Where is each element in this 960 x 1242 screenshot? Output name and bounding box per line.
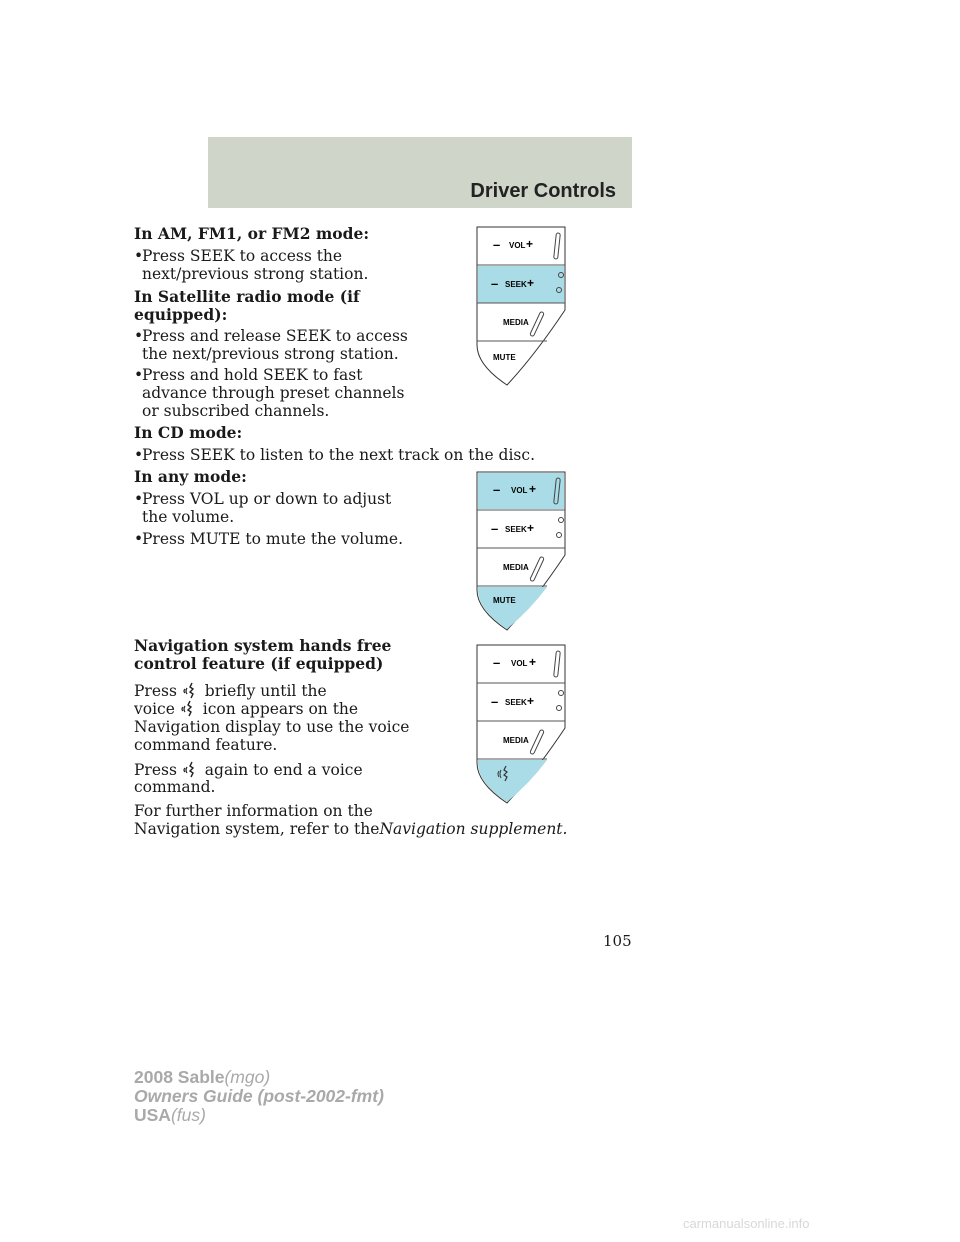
nav-paragraph-3-line-1: For further information on the [134, 802, 373, 820]
vol-plus: + [529, 655, 537, 669]
watermark: carmanualsonline.info [683, 1216, 810, 1231]
vol-label: VOL [511, 486, 528, 495]
satellite-heading-line-1: In Satellite radio mode (if [134, 287, 360, 306]
nav-text: Press [134, 682, 177, 700]
seek-minus: – [491, 276, 499, 291]
footer-region: USA [134, 1105, 171, 1125]
seek-plus: + [527, 276, 535, 290]
nav-paragraph-1-line-2 [134, 699, 358, 718]
any-bullet-1-line-1: Press VOL up or down to adjust [142, 490, 392, 508]
control-panel-figure-voice [475, 643, 567, 809]
nav-heading-line-2: control feature (if equipped) [134, 654, 384, 673]
seek-label: SEEK [505, 525, 527, 534]
footer-region-code: (fus) [170, 1105, 206, 1125]
voice-highlight [478, 760, 547, 802]
nav-paragraph-1-line-3: Navigation display to use the voice [134, 718, 410, 736]
nav-heading-line-1: Navigation system hands free [134, 636, 392, 655]
mute-highlight [478, 587, 547, 629]
vol-label: VOL [511, 659, 528, 668]
bullet: • [134, 530, 144, 548]
am-fm-heading: In AM, FM1, or FM2 mode: [134, 224, 370, 243]
mute-label: MUTE [493, 353, 516, 362]
vol-minus: – [493, 482, 501, 497]
nav-text: Press [134, 761, 177, 779]
am-fm-bullet-1-line-2: next/previous strong station. [142, 265, 369, 283]
satellite-heading-line-2: equipped): [134, 305, 228, 324]
voice-command-icon [182, 760, 200, 778]
vol-plus: + [526, 237, 534, 251]
bullet: • [134, 366, 144, 384]
nav-paragraph-2-line-2: command. [134, 778, 216, 796]
seek-minus: – [491, 694, 499, 709]
satellite-bullet-1-line-1: Press and release SEEK to access [142, 327, 408, 345]
bullet: • [134, 327, 144, 345]
footer-model-code: (mgo) [224, 1067, 271, 1087]
nav-supplement-reference: Navigation supplement. [379, 820, 568, 838]
bullet: • [134, 490, 144, 508]
media-label: MEDIA [503, 563, 529, 572]
vol-minus: – [493, 655, 501, 670]
nav-text: voice [134, 700, 175, 718]
vol-plus: + [529, 482, 537, 496]
control-panel-illustration [475, 225, 567, 387]
any-bullet-2: Press MUTE to mute the volume. [142, 530, 403, 548]
footer-guide: Owners Guide (post-2002-fmt) [134, 1086, 384, 1106]
bullet: • [134, 247, 144, 265]
nav-paragraph-1-line-4: command feature. [134, 736, 278, 754]
page-number: 105 [603, 932, 632, 950]
satellite-bullet-2-line-3: or subscribed channels. [142, 402, 330, 420]
cd-bullet-1: Press SEEK to listen to the next track on the disc. [142, 446, 535, 464]
seek-label: SEEK [505, 280, 527, 289]
nav-text: briefly until the [204, 682, 327, 700]
any-mode-heading: In any mode: [134, 467, 247, 486]
seek-minus: – [491, 521, 499, 536]
bullet: • [134, 446, 144, 464]
control-panel-figure-vol-mute [475, 470, 567, 636]
header-band [208, 137, 632, 208]
nav-paragraph-2-line-1 [134, 760, 363, 779]
nav-text: Navigation system, refer to the [134, 820, 380, 838]
satellite-bullet-2-line-1: Press and hold SEEK to fast [142, 366, 363, 384]
nav-paragraph-1-line-1 [134, 681, 327, 700]
cd-heading: In CD mode: [134, 423, 243, 442]
media-label: MEDIA [503, 318, 529, 327]
mute-label: MUTE [493, 596, 516, 605]
vol-label: VOL [509, 241, 526, 250]
voice-command-icon [180, 699, 198, 717]
seek-plus: + [527, 521, 535, 535]
seek-label: SEEK [505, 698, 527, 707]
voice-command-icon [182, 681, 200, 699]
control-panel-illustration [475, 643, 567, 805]
control-panel-figure-seek [475, 225, 567, 391]
satellite-bullet-1-line-2: the next/previous strong station. [142, 345, 399, 363]
document-footer [134, 1068, 384, 1125]
control-panel-illustration [475, 470, 567, 632]
seek-plus: + [527, 694, 535, 708]
nav-text: icon appears on the [202, 700, 359, 718]
page-title: Driver Controls [470, 180, 616, 202]
footer-model: 2008 Sable [134, 1067, 225, 1087]
vol-minus: – [493, 237, 501, 252]
satellite-bullet-2-line-2: advance through preset channels [142, 384, 405, 402]
nav-paragraph-3-line-2 [134, 820, 567, 838]
am-fm-bullet-1-line-1: Press SEEK to access the [142, 247, 343, 265]
any-bullet-1-line-2: the volume. [142, 508, 235, 526]
media-label: MEDIA [503, 736, 529, 745]
nav-text: again to end a voice [204, 761, 363, 779]
